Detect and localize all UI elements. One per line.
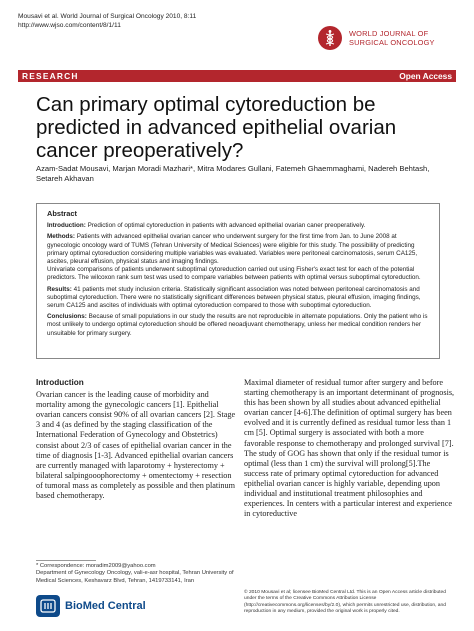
abstract-introduction-text: Prediction of optimal cytoreduction in patients with advanced epithelial ovarian caner preoperatively. bbox=[87, 222, 366, 230]
open-access-label: Open Access bbox=[399, 71, 452, 81]
body-column-left bbox=[36, 378, 236, 501]
journal-name bbox=[349, 29, 435, 47]
footnote bbox=[36, 563, 236, 585]
abstract-results bbox=[47, 286, 429, 311]
abstract-results-text: 41 patients met study inclusion criteria. Statistically significant association was noted between peritoneal carcinomatosis and suboptimal cytoreduction. There were no statistically significant differences between physical status, pleural effusion, imaging findings, serum CA125 and ascites of individuals with optimal cytoreduction compared to those with suboptimal cytoreduction. bbox=[47, 285, 421, 310]
abstract-conclusions-label: Conclusions: bbox=[47, 313, 87, 321]
abstract-box bbox=[36, 203, 440, 359]
abstract-methods-label: Methods: bbox=[47, 233, 75, 241]
introduction-heading: Introduction bbox=[36, 378, 84, 387]
license-text: © 2010 Mousavi et al; licensee BioMed Central Ltd. This is an Open Access article distributed under the terms of the Creative Commons Attribution License (http://creativecommons.org/licenses/by/2.0), which permits unrestricted use, distribution, and reproduction in any medium, provided the original work is properly cited. bbox=[244, 590, 446, 614]
body-text-right: Maximal diameter of residual tumor after surgery and before starting chemotherapy is an important determinant of prognosis, this has been shown by all studies about advanced epithelial ovarian cancer [4-6].The definition of optimal surgery has been evolved and it is currently defined as residual tumor less than 1 cm [5]. Optimal surgery is associated with both a more favorable response to chemotherapy and prolonged survival [7]. The study of GOG has shown that only if the residual tumor is optimal (less than 1 cm) the survival will prolong[5].The success rate of primary optimal cytoreduction for advanced epithelial ovarian cancer is highly variable, depending upon individual and institutional treatment philosophies and experiences. In centers with a particular interest and experience in cytoreductive bbox=[244, 378, 455, 519]
body-column-right bbox=[244, 378, 456, 519]
abstract-results-label: Results: bbox=[47, 285, 72, 293]
citation-journal-line: Mousavi et al. World Journal of Surgical Oncology 2010, 8:11 bbox=[18, 13, 197, 20]
publisher-name: BioMed Central bbox=[65, 600, 146, 612]
abstract-methods-text: Patients with advanced epithelial ovarian cancer who underwent surgery for the first time from Jan. to June 2008 at gynecologic oncology ward of TUMS (Tehran University of Medical Sciences) were eligible for this study. The possibility of predicting primary optimal cytoreduction considering multiple variables was evaluated. Variables were peritoneal carcinomatosis, serum CA125, ascites, pleural effusion, physical status and imaging findings. bbox=[47, 233, 418, 266]
footnote-divider bbox=[36, 560, 96, 561]
publisher-logo bbox=[36, 595, 146, 617]
journal-name-line1: WORLD JOURNAL OF bbox=[349, 29, 429, 38]
abstract-introduction bbox=[47, 222, 429, 230]
journal-name-line2: SURGICAL ONCOLOGY bbox=[349, 38, 435, 47]
correspondence: * Correspondence: moradim2009@yahoo.com bbox=[36, 563, 156, 569]
author-list: Azam-Sadat Mousavi, Marjan Moradi Mazhari*, Mitra Modares Gullani, Fatemeh Ghaemmaghami, Nadereh Behtash, Setareh Akhavan bbox=[36, 164, 430, 183]
introduction-text: Ovarian cancer is the leading cause of morbidity and mortality among the gynecologic cancers [1]. Epithelial ovarian cancers consist 90% of all ovarian cancers [2]. Stage 3 and 4 (as defined by the staging classification of the International Federation of Gynecology and Obstetrics) consist about 2/3 of cases of epithelial ovarian cancer in the time of diagnosis [1-3]. Advanced epithelial ovarian cancers are currently managed with laparotomy + hysterectomy + bilateral salpingooophorectomy + omentectomy + resection of tumoral mass as completely as possible and then platinum based chemotherapy. bbox=[36, 390, 236, 501]
abstract-introduction-label: Introduction: bbox=[47, 222, 86, 230]
citation-url[interactable]: http://www.wjso.com/content/8/1/11 bbox=[18, 22, 121, 29]
caduceus-icon bbox=[318, 26, 342, 50]
article-type-label: RESEARCH bbox=[22, 71, 79, 81]
citation bbox=[18, 12, 196, 30]
affiliation: Department of Gynecology Oncology, vali-e-asr hospital, Tehran University of Medical Sciences, Keshavarz Blvd, Tehran, 1419733141, Iran bbox=[36, 570, 234, 584]
biomed-central-icon bbox=[36, 595, 60, 617]
abstract-conclusions-text: Because of small populations in our study the results are not reproducible in alternate populations. Only the patient who is most unlikely to undergo optimal cytoreduction should be offered neoadjuvant chemotherapy, unless her medical condition renders her unsuitable for primary surgery. bbox=[47, 313, 428, 337]
abstract-conclusions bbox=[47, 313, 429, 338]
article-type-banner bbox=[18, 70, 456, 82]
abstract-methods bbox=[47, 233, 429, 282]
abstract-methods-text-2: Univariate comparisons of patients underwent suboptimal cytoreduction carried out using Fisher's exact test for each of the potential predictors. The wilcoxon rank sum test was used to compare variables between patients with optimal versus suboptimal cytoreduction. bbox=[47, 266, 421, 282]
abstract-heading: Abstract bbox=[47, 209, 77, 218]
journal-logo bbox=[318, 26, 435, 50]
article-title: Can primary optimal cytoreduction be predicted in advanced epithelial ovarian cancer preoperatively? bbox=[36, 93, 397, 162]
